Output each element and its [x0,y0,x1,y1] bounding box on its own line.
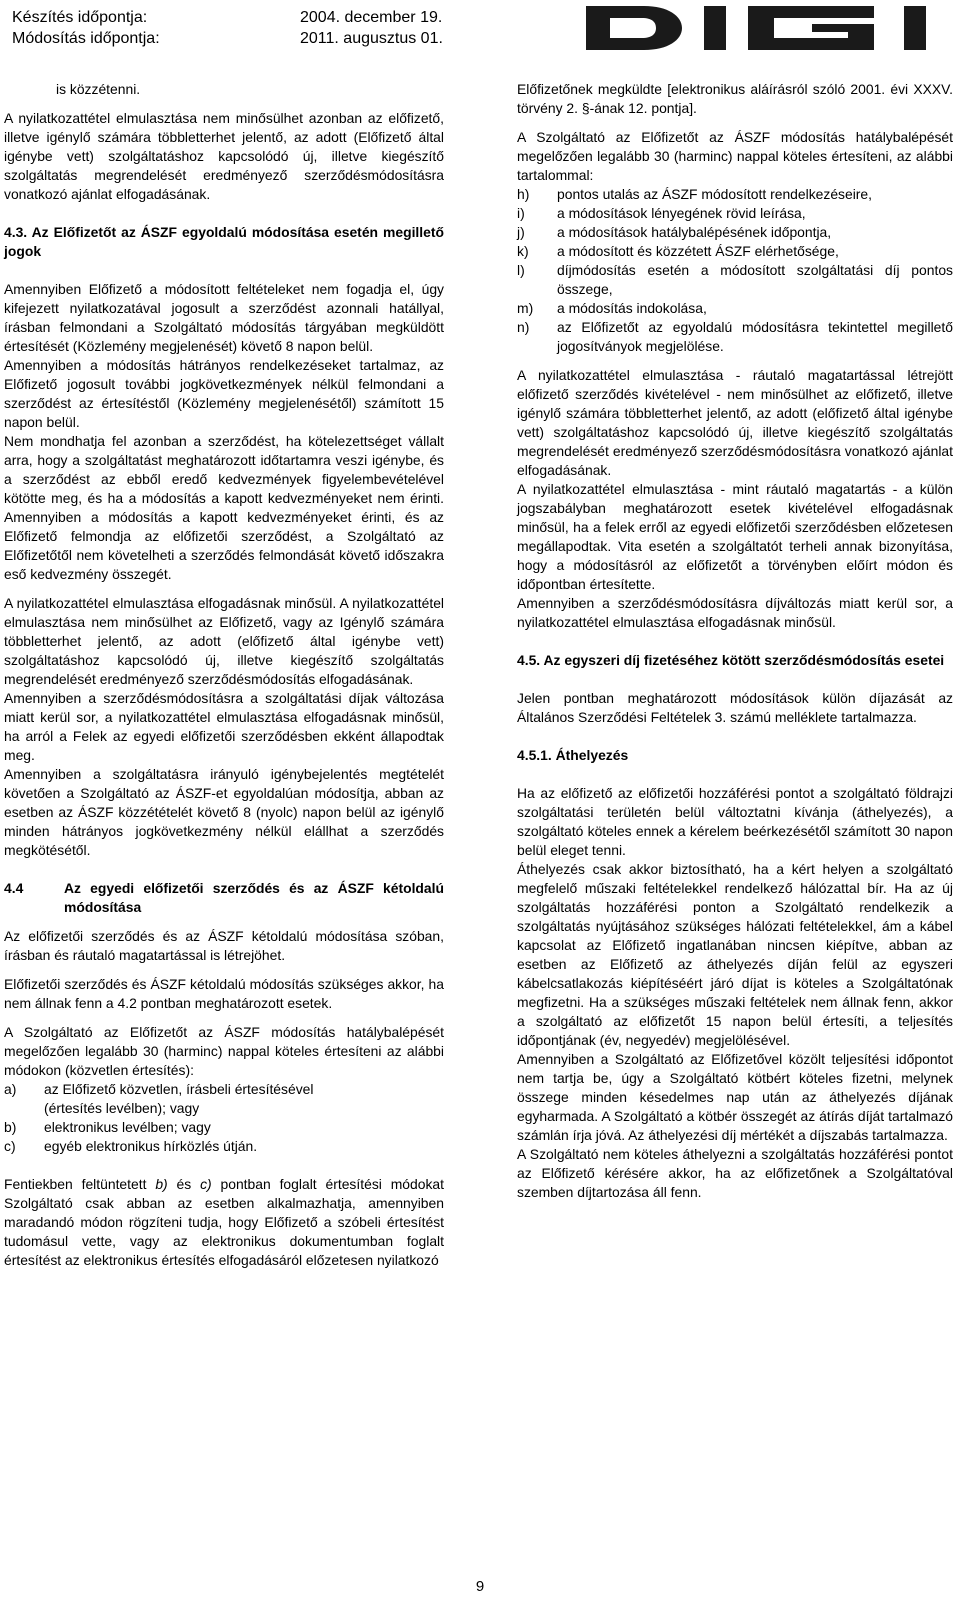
section-heading-4-3: 4.3. Az Előfizetőt az ÁSZF egyoldalú módosítása esetén megillető jogok [4,224,444,259]
left-column [4,80,444,1270]
paragraph: Amennyiben a szolgáltatásra irányuló igénybejelentés megtételét követően a Szolgáltató az ÁSZF-et egyoldalúan módosítja, abban az esetben az ÁSZF közzétételét követő 8 (nyolc) napon belül az igénylő minden hátrányos jogkövetkezmény nélkül elállhat a szerződés megkötésétől. [4,766,444,858]
right-column [517,80,953,1202]
paragraph: A Szolgáltató az Előfizetőt az ÁSZF módosítás hatálybalépését megelőzően legalább 30 (harminc) nappal köteles értesíteni az alábbi módokon (közvetlen értesítés): [4,1024,444,1078]
section-number: 4.4 [4,880,24,896]
modified-label: Módosítás időpontja: [12,30,160,47]
paragraph: A Szolgáltató az Előfizetőt az ÁSZF módosítás hatálybalépését megelőzően legalább 30 (harminc) nappal köteles értesíteni, az alábbi tartalommal: [517,129,953,183]
paragraph: A nyilatkozattétel elmulasztása nem minősülhet azonban az előfizető, illetve igénylő számára többletterhet jelentő, az adott (Előfizető által igénybe vett) szolgáltatáshoz kapcsolódó új, illetve kiegészítő szolgáltatás megrendelését eredményező szerződésmódosításra vonatkozó ajánlat elfogadásának. [4,110,444,202]
paragraph: Nem mondhatja fel azonban a szerződést, ha kötelezettséget vállalt arra, hogy a szolgáltatást meghatározott időtartamra veszi igénybe, és a szerződést az ebből eredő kedvezmények figyelembevételével kötötte meg, és ha a módosítás a kapott kedvezményeket nem érinti. Amennyiben a módosítás a kapott kedvezményeket érinti, és az Előfizető felmondja az előfizetői szerződést, a Szolgáltató az Előfizetőtől nem követelheti a szerződés felmondását követő időszakra eső kedvezmény összegét. [4,433,444,582]
paragraph: A nyilatkozattétel elmulasztása - ráutaló magatartással létrejött előfizető szerződés kivételével - nem minősülhet az előfizető, illetve igénylő számára többletterhet jelentő, az adott (előfizető által igénybe vett) szolgáltatáshoz kapcsolódó új, illetve kiegészítő szolgáltatás megrendelését eredményező szerződésmódosításra vonatkozó ajánlat elfogadásának. [517,367,953,478]
paragraph: Amennyiben a Szolgáltató az Előfizetővel közölt teljesítési időpontot nem tartja be, úgy a Szolgáltató kötbért köteles fizetni, melynek összege minden késedelmes nap után az áthelyezés díjának egyharmada. A Szolgáltató a kötbér összegét az átírás díját tartalmazó számlán írja jóvá. Az áthelyezési díj mértékét a díjszabás tartalmazza. [517,1051,953,1143]
section-title: Az egyedi előfizetői szerződés és az ÁSZF kétoldalú módosítása [64,880,444,915]
paragraph: Amennyiben a módosítás hátrányos rendelkezéseket tartalmaz, az Előfizető jogosult további jogkövetkezmények nélkül felmondani a szerződést az értesítéstől (Közlemény megjelenésétől) számított 15 napon belül. [4,357,444,430]
created-value: 2004. december 19. [300,9,443,26]
paragraph: Ha az előfizető az előfizetői hozzáférési pontot a szolgáltató földrajzi szolgáltatási területén belül változtatni kívánja (áthelyezés), a szolgáltató köteles ennek a kérelem beérkezésétől számított 30 napon belül eleget tenni. [517,785,953,858]
paragraph: A nyilatkozattétel elmulasztása - mint ráutaló magatartás - a külön jogszabályban meghatározott esetek kivételével elfogadásnak minősül, ha a felek erről az egyedi előfizetői szerződésben előzetesen megállapodtak. Vita esetén a szolgáltatót terheli annak bizonyítása, hogy a módosításról az előfizetőt a törvényben előírt módon és időpontban értesítette. [517,481,953,592]
page-number: 9 [475,1578,485,1595]
paragraph: Amennyiben a szerződésmódosításra díjváltozás miatt kerül sor, a nyilatkozattétel elmulasztása elfogadásnak minősül. [517,595,953,630]
list-item: c) egyéb elektronikus hírközlés útján. [4,1138,258,1154]
paragraph: Előfizetőnek megküldte [elektronikus aláírásról szóló 2001. évi XXXV. törvény 2. §-ának 12. pontja]. [517,81,953,116]
list-item: l) díjmódosítás esetén a módosított szolgáltatási díj pontos összege, [517,262,953,297]
list-item: a) az Előfizető közvetlen, írásbeli értesítésével [4,1081,314,1097]
section-heading-4-5: 4.5. Az egyszeri díj fizetéséhez kötött szerződésmódosítás esetei [517,652,945,668]
paragraph: Áthelyezés csak akkor biztosítható, ha a kért helyen a szolgáltató megfelelő műszaki feltételekkel rendelkező hálózattal bír. Ha az új szolgáltatás hozzáférési ponton a Szolgáltató rendelkezik a szolgáltatás nyújtásához szükséges hálózati feltételekkel, ám a kábel kapcsolat az Előfizető ingatlanában nincsen kiépítve, abban az esetben az Előfizető az áthelyezés díján felül az egyszeri kábelcsatlakozás kiépítéséért járó díjat is köteles a Szolgáltatónak megfizetni. Ha a szükséges műszaki feltételek nem állnak fenn, akkor a szolgáltató az előfizetőt 15 napon belül értesíti, a teljesítés időpontjának (év, negyedév) megjelölésével. [517,861,953,1048]
digi-logo [586,4,948,52]
list-item: k) a módosított és közzétett ÁSZF elérhetősége, [517,243,839,259]
section-heading-4-4 [4,879,444,917]
paragraph: Amennyiben Előfizető a módosított feltételeket nem fogadja el, úgy kifejezett nyilatkozatával jogosult a szerződést azonnali hatállyal, írásban felmondani a Szolgáltató módosítás tárgyában megküldött értesítését (Közlemény megjelenését) követő 8 napon belül. [4,281,444,354]
created-label: Készítés időpontja: [12,9,148,26]
paragraph: Jelen pontban meghatározott módosítások külön díjazását az Általános Szerződési Feltételek 3. számú melléklete tartalmazza. [517,690,953,725]
list-item: j) a módosítások hatálybalépésének időpontja, [517,224,832,240]
paragraph: Az előfizetői szerződés és az ÁSZF kétoldalú módosítása szóban, írásban és ráutaló magatartással is létrejöhet. [4,928,444,963]
paragraph: is közzétenni. [56,81,141,97]
list-item: m) a módosítás indokolása, [517,300,707,316]
paragraph: A Szolgáltató nem köteles áthelyezni a szolgáltatás hozzáférési pontot az Előfizető kérésére akkor, ha az előfizetőnek a Szolgáltatóval szemben díjtartozása áll fenn. [517,1146,953,1200]
paragraph: Amennyiben a szerződésmódosításra a szolgáltatási díjak változása miatt kerül sor, a nyilatkozattétel elmulasztása elfogadásnak minősül, ha arról a Felek az egyedi előfizetői szerződésben ekként állapodtak meg. [4,690,444,763]
paragraph: Előfizetői szerződés és ÁSZF kétoldalú módosítás szükséges akkor, ha nem állnak fenn a 4.2 pontban meghatározott esetek. [4,976,444,1011]
paragraph: Fentiekben feltüntetett b) és c) pontban foglalt értesítési módokat Szolgáltató csak abban az esetben alkalmazhatja, amennyiben maradandó módon rögzíteni tudja, hogy Előfizető a szóbeli értesítést tudomásul vette, vagy az elektronikus dokumentumban foglalt értesítést az elektronikus értesítés elfogadásáról előzetesen nyilatkozó [4,1176,444,1268]
list-item: i) a módosítások lényegének rövid leírása, [517,205,806,221]
paragraph: A nyilatkozattétel elmulasztása elfogadásnak minősül. A nyilatkozattétel elmulasztása nem minősülhet az Előfizető, vagy az Igénylő számára többletterhet jelentő, az adott (előfizető által igénybe vett) szolgáltatáshoz kapcsolódó új, illetve kiegészítő szolgáltatás megrendelését eredményező szerződésmódosítás elfogadásának. [4,595,444,687]
modified-value: 2011. augusztus 01. [300,30,443,47]
list-item-continuation: (értesítés levélben); vagy [44,1100,200,1116]
list-item: h) pontos utalás az ÁSZF módosított rendelkezéseire, [517,186,873,202]
section-heading-4-5-1: 4.5.1. Áthelyezés [517,747,629,763]
page-header [0,0,960,60]
list-item: b) elektronikus levélben; vagy [4,1119,211,1135]
list-item: n) az Előfizetőt az egyoldalú módosításra tekintettel megillető jogosítványok megjelölése. [517,319,953,354]
